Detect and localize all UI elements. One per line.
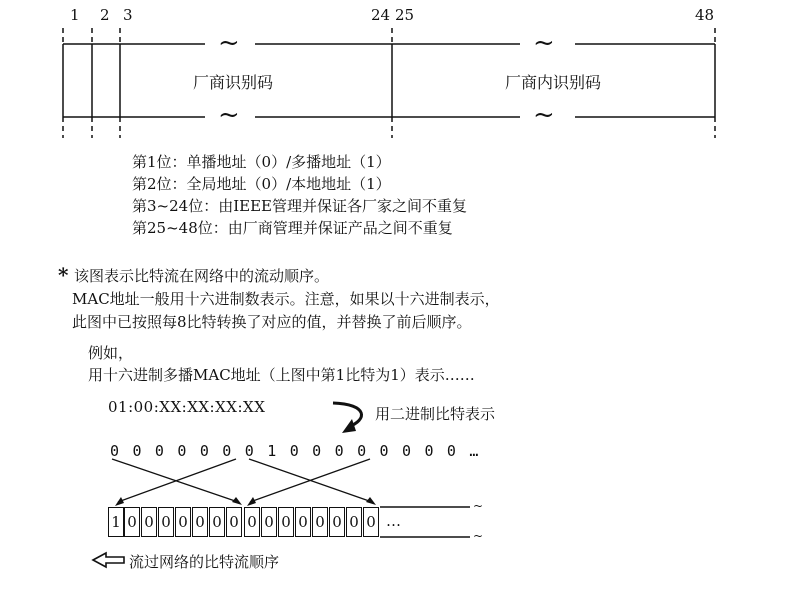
nic-field-label: 厂商内识别码	[505, 73, 602, 92]
footnote-line-1: 该图表示比特流在网络中的流动顺序。	[74, 267, 330, 285]
example-description: 用十六进制多播MAC地址（上图中第1比特为1）表示……	[88, 366, 475, 384]
binary-representation-label: 用二进制比特表示	[375, 405, 496, 423]
bit-cell: 0	[141, 507, 157, 537]
bit-cell: 0	[175, 507, 191, 537]
bit-cell: 0	[209, 507, 225, 537]
bit-cell: 0	[192, 507, 208, 537]
stream-break-mark-top: ~	[473, 499, 484, 513]
bit-note-2: 第2位：全局地址（0）/本地地址（1）	[132, 175, 391, 193]
bit-cell: 0	[295, 507, 311, 537]
bit-cell: 0	[363, 507, 379, 537]
bit-number-2: 2	[100, 6, 110, 24]
example-intro: 例如，	[88, 344, 134, 362]
bit-cell: 0	[244, 507, 260, 537]
bit-cell: 0	[346, 507, 362, 537]
bit-number-3: 3	[123, 6, 133, 24]
stream-break-mark-bottom: ~	[473, 529, 484, 543]
address-frame	[63, 44, 715, 117]
curved-arrow	[333, 403, 362, 433]
bit-cell: 0	[278, 507, 294, 537]
swap-arrows	[112, 459, 372, 502]
binary-bit-sequence: 0 0 0 0 0 0 0 1 0 0 0 0 0 0 0 0 …	[110, 442, 481, 460]
bit-note-4: 第25~48位：由厂商管理并保证产品之间不重复	[132, 219, 453, 237]
bit-cell: 0	[329, 507, 345, 537]
hex-mac-address: 01:00:XX:XX:XX:XX	[108, 398, 266, 416]
bit-cell: 0	[312, 507, 328, 537]
bit-cell: 0	[158, 507, 174, 537]
break-mark-bottom-left: ~	[218, 100, 240, 130]
bit-number-25: 25	[395, 6, 415, 24]
swap-arrowheads	[115, 497, 376, 506]
bit-cell: 0	[124, 507, 140, 537]
bit-note-3: 第3~24位：由IEEE管理并保证各厂家之间不重复	[132, 197, 467, 215]
bit-cell: 0	[226, 507, 242, 537]
break-mark-top-right: ~	[533, 28, 555, 58]
footnote-line-2: MAC地址一般用十六进制数表示。注意，如果以十六进制表示，	[72, 290, 500, 308]
footnote-line-3: 此图中已按照每8比特转换了对应的值，并替换了前后顺序。	[72, 313, 472, 331]
bit-number-1: 1	[70, 6, 80, 24]
stream-ellipsis: …	[386, 512, 401, 530]
break-mark-top-left: ~	[218, 28, 240, 58]
bit-number-24: 24	[371, 6, 391, 24]
bit-cell: 1	[108, 507, 124, 537]
flow-order-label: 流过网络的比特流顺序	[129, 553, 280, 571]
bit-note-1: 第1位：单播地址（0）/多播地址（1）	[132, 153, 391, 171]
break-mark-bottom-right: ~	[533, 100, 555, 130]
footnote-star: *	[58, 263, 69, 287]
bit-cell: 0	[261, 507, 277, 537]
flow-arrow-icon	[93, 553, 124, 567]
bit-number-48: 48	[695, 6, 715, 24]
oui-field-label: 厂商识别码	[193, 73, 274, 92]
